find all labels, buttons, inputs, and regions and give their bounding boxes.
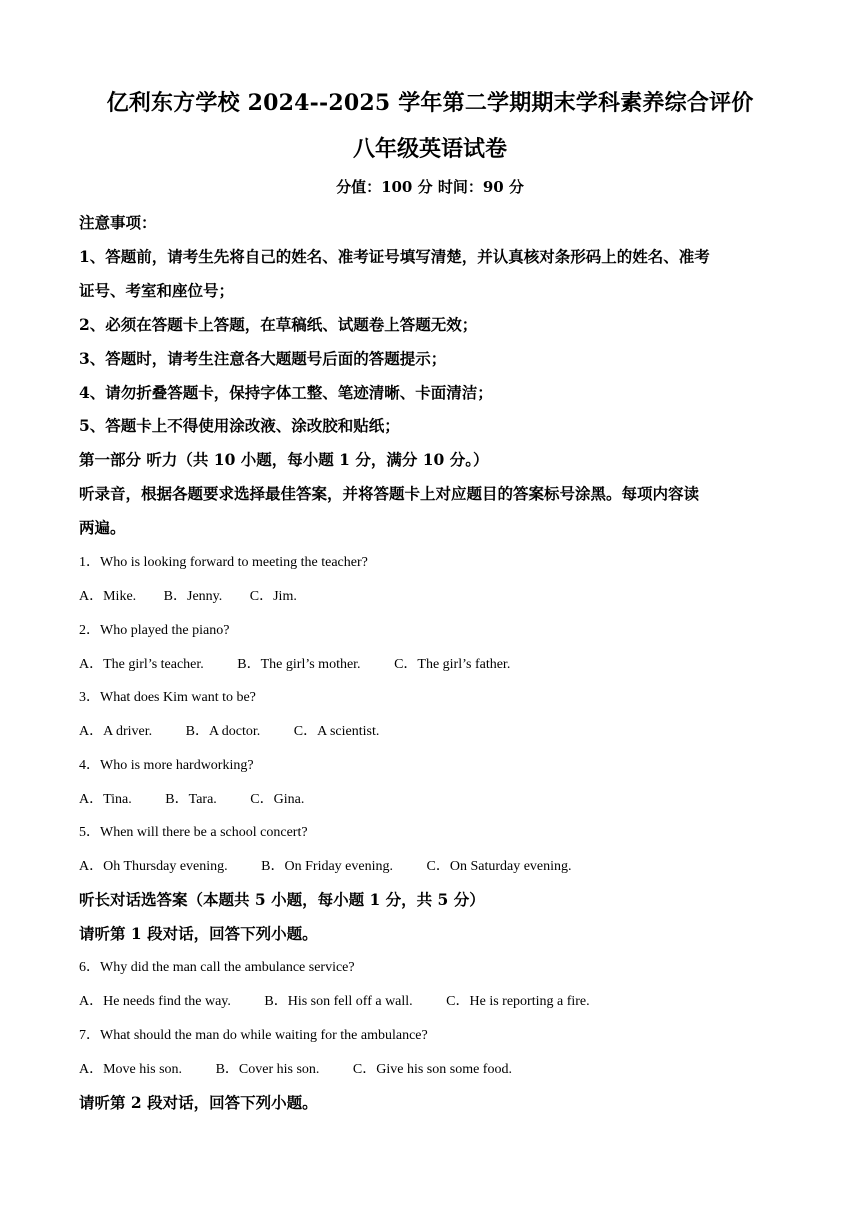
note-item-1-line-1: 1、答题前，请考生先将自己的姓名、准考证号填写清楚，并认真核对条形码上的姓名、准考 — [79, 247, 710, 266]
question-5: 5．When will there be a school concert? — [79, 825, 308, 840]
note-item-5: 5、答题卡上不得使用涂改液、涂改胶和贴纸； — [79, 416, 400, 435]
note-item-3: 3、答题时，请考生注意各大题题号后面的答题提示； — [79, 349, 447, 368]
question-1: 1．Who is looking forward to meeting the teacher? — [79, 555, 368, 570]
notes-heading: 注意事项： — [79, 213, 157, 232]
option-b: B．A doctor. — [185, 724, 261, 739]
exam-title: 八年级英语试卷 — [352, 136, 507, 162]
option-a: A．Tina. — [79, 792, 132, 807]
dialog-1-prompt: 请听第 1 段对话，回答下列小题。 — [79, 924, 318, 943]
option-b: B．Tara. — [165, 792, 217, 807]
long-dialog-heading: 听长对话选答案（本题共 5 小题，每小题 1 分，共 5 分） — [79, 890, 485, 909]
question-4-options — [79, 788, 791, 808]
part1-instruction-line-1: 听录音，根据各题要求选择最佳答案，并将答题卡上对应题目的答案标号涂黑。每项内容读 — [79, 484, 700, 503]
option-a: A．Mike. — [79, 589, 137, 604]
part1-instruction-line-2: 两遍。 — [79, 518, 126, 537]
question-6-options — [79, 990, 791, 1010]
option-b: B．The girl’s mother. — [237, 657, 361, 672]
question-3: 3．What does Kim want to be? — [79, 690, 256, 705]
question-1-options — [79, 585, 791, 605]
note-item-4: 4、请勿折叠答题卡，保持字体工整、笔迹清晰、卡面清洁； — [79, 383, 493, 402]
note-item-1-line-2: 证号、考室和座位号； — [79, 281, 235, 300]
note-item-2: 2、必须在答题卡上答题，在草稿纸、试题卷上答题无效； — [79, 315, 478, 334]
question-7: 7．What should the man do while waiting for the ambulance? — [79, 1028, 428, 1043]
option-c: C．On Saturday evening. — [426, 859, 572, 874]
option-a: A．Move his son. — [79, 1062, 183, 1077]
option-b: B．On Friday evening. — [261, 859, 393, 874]
question-4: 4．Who is more hardworking? — [79, 758, 254, 773]
option-a: A．A driver. — [79, 724, 153, 739]
question-2-options — [79, 653, 791, 673]
option-c: C．A scientist. — [293, 724, 380, 739]
question-7-options — [79, 1058, 791, 1078]
option-c: C．He is reporting a fire. — [446, 994, 590, 1009]
part1-heading: 第一部分 听力（共 10 小题，每小题 1 分，满分 10 分。） — [79, 450, 489, 469]
option-b: B．Jenny. — [163, 589, 223, 604]
question-5-options — [79, 855, 791, 875]
option-c: C．Give his son some food. — [352, 1062, 512, 1077]
score-time: 分值：100 分 时间：90 分 — [336, 178, 524, 196]
question-3-options — [79, 720, 791, 740]
option-c: C．Jim. — [249, 589, 297, 604]
option-c: C．Gina. — [250, 792, 305, 807]
option-b: B．Cover his son. — [215, 1062, 320, 1077]
question-6: 6．Why did the man call the ambulance service? — [79, 960, 355, 975]
dialog-2-prompt: 请听第 2 段对话，回答下列小题。 — [79, 1093, 318, 1112]
school-title: 亿利东方学校 2024--2025 学年第二学期期末学科素养综合评价 — [106, 90, 754, 116]
option-a: A．Oh Thursday evening. — [79, 859, 228, 874]
option-a: A．He needs find the way. — [79, 994, 231, 1009]
option-c: C．The girl’s father. — [394, 657, 511, 672]
question-2: 2．Who played the piano? — [79, 623, 230, 638]
option-a: A．The girl’s teacher. — [79, 657, 204, 672]
option-b: B．His son fell off a wall. — [264, 994, 413, 1009]
